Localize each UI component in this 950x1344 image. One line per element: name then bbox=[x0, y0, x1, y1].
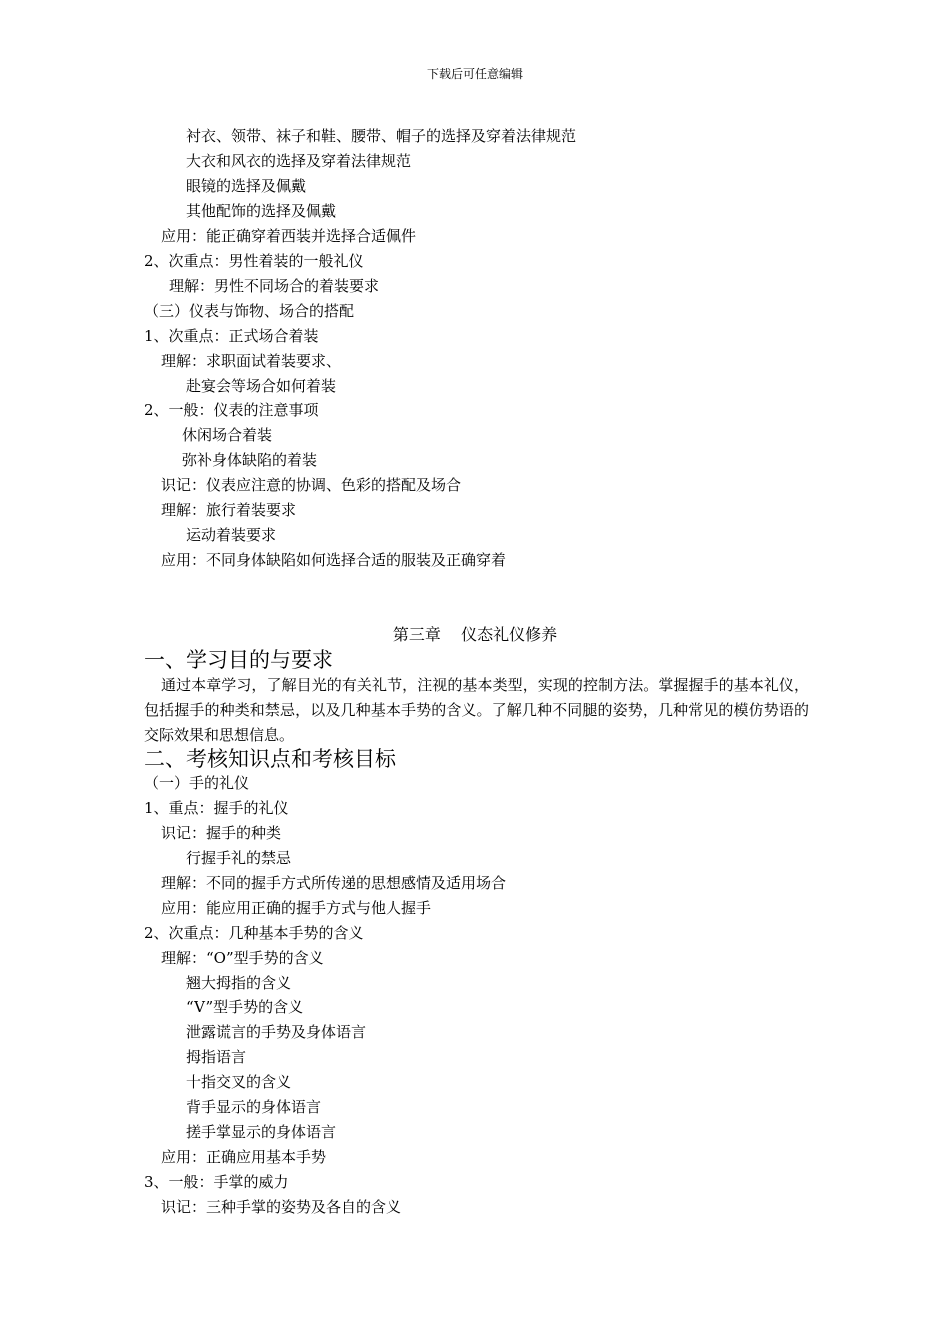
text-line: 应用：不同身体缺陷如何选择合适的服装及正确穿着 bbox=[161, 551, 507, 569]
text-line: 行握手礼的禁忌 bbox=[186, 849, 292, 867]
chapter-title: 第三章 仪态礼仪修养 bbox=[392, 625, 558, 644]
text-line: 弥补身体缺陷的着装 bbox=[182, 451, 318, 469]
section-heading-assessment: 二、考核知识点和考核目标 bbox=[144, 747, 396, 771]
text-line: 理解：旅行着装要求 bbox=[161, 501, 297, 519]
text-line: 应用：正确应用基本手势 bbox=[161, 1148, 327, 1166]
text-line: 2、次重点：几种基本手势的含义 bbox=[144, 924, 364, 942]
text-line: 休闲场合着装 bbox=[182, 426, 273, 444]
text-line: 理解：不同的握手方式所传递的思想感情及适用场合 bbox=[161, 874, 507, 892]
text-line: 3、一般：手掌的威力 bbox=[144, 1173, 289, 1191]
text-line: “V”型手势的含义 bbox=[186, 998, 304, 1016]
chapter-intro-paragraph: 通过本章学习，了解目光的有关礼节，注视的基本类型，实现的控制方法。掌握握手的基本礼仪，包括握手的种类和禁忌，以及几种基本手势的含义。了解几种不同腿的姿势，几种常见的模仿势语的交际效果和思想信息。 bbox=[144, 676, 809, 744]
text-line: 应用：能正确穿着西装并选择合适佩件 bbox=[161, 227, 417, 245]
text-line: 十指交叉的含义 bbox=[186, 1073, 292, 1091]
text-line: 运动着装要求 bbox=[186, 526, 277, 544]
text-line: 理解：求职面试着装要求、 bbox=[161, 352, 342, 370]
text-line: 搓手掌显示的身体语言 bbox=[186, 1123, 337, 1141]
text-line: 应用：能应用正确的握手方式与他人握手 bbox=[161, 899, 432, 917]
text-line: 识记：仪表应注意的协调、色彩的搭配及场合 bbox=[161, 476, 462, 494]
text-line: 赴宴会等场合如何着装 bbox=[186, 377, 337, 395]
text-line: 眼镜的选择及佩戴 bbox=[186, 177, 307, 195]
text-line: 其他配饰的选择及佩戴 bbox=[186, 202, 337, 220]
text-line: 翘大拇指的含义 bbox=[186, 974, 292, 992]
text-line: 大衣和风衣的选择及穿着法律规范 bbox=[186, 152, 412, 170]
text-line: 1、重点：握手的礼仪 bbox=[144, 799, 289, 817]
text-line: 背手显示的身体语言 bbox=[186, 1098, 322, 1116]
text-line: （一）手的礼仪 bbox=[144, 774, 250, 792]
text-line: 1、次重点：正式场合着装 bbox=[144, 327, 319, 345]
text-line: 泄露谎言的手势及身体语言 bbox=[186, 1023, 367, 1041]
text-line: 理解：“O”型手势的含义 bbox=[161, 949, 324, 967]
text-line: （三）仪表与饰物、场合的搭配 bbox=[144, 302, 355, 320]
section-heading-objectives: 一、学习目的与要求 bbox=[144, 648, 333, 672]
text-line: 识记：三种手掌的姿势及各自的含义 bbox=[161, 1198, 402, 1216]
text-line: 衬衣、领带、袜子和鞋、腰带、帽子的选择及穿着法律规范 bbox=[186, 127, 577, 145]
text-line: 2、次重点：男性着装的一般礼仪 bbox=[144, 252, 364, 270]
text-line: 识记：握手的种类 bbox=[161, 824, 282, 842]
text-line: 2、一般：仪表的注意事项 bbox=[144, 401, 319, 419]
text-line: 拇指语言 bbox=[186, 1048, 247, 1066]
page-header: 下载后可任意编辑 bbox=[426, 67, 523, 81]
text-line: 理解：男性不同场合的着装要求 bbox=[169, 277, 380, 295]
